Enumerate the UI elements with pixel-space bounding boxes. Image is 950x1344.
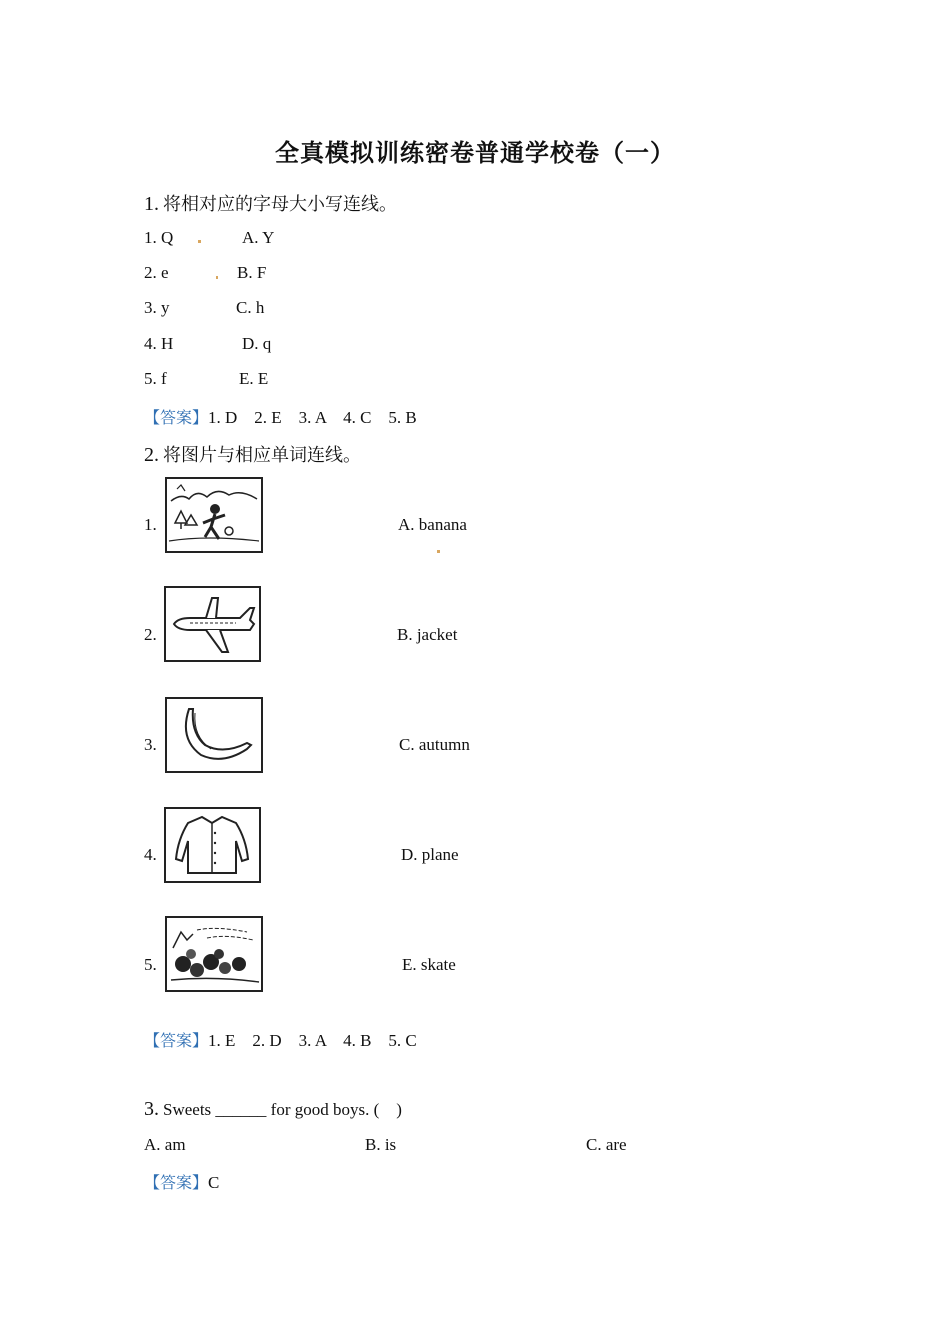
scan-speck bbox=[198, 240, 201, 243]
q1-left-item: 3. y bbox=[144, 298, 170, 317]
q2-right-item: E. skate bbox=[402, 955, 456, 974]
answer-tag: 【答案】 bbox=[144, 408, 209, 427]
q1-right-item: A. Y bbox=[242, 228, 275, 247]
answer-text: 1. D 2. E 3. A 4. C 5. B bbox=[208, 408, 417, 427]
answer-tag: 【答案】 bbox=[144, 1031, 209, 1050]
q1-left-item: 1. Q bbox=[144, 228, 174, 247]
q2-answer bbox=[144, 1028, 417, 1051]
answer-tag: 【答案】 bbox=[144, 1173, 209, 1192]
q3-option-b: B. is bbox=[365, 1135, 397, 1154]
q2-left-item: 4. bbox=[144, 845, 157, 864]
q3-option-c: C. are bbox=[586, 1135, 627, 1154]
q1-answer bbox=[144, 405, 417, 428]
autumn-picture bbox=[165, 916, 263, 992]
q1-heading bbox=[144, 190, 397, 216]
q2-right-item: A. banana bbox=[398, 515, 467, 534]
q2-left-item: 5. bbox=[144, 955, 157, 974]
q3-answer bbox=[144, 1170, 219, 1193]
q3-option-a: A. am bbox=[144, 1135, 186, 1154]
q2-right-item: C. autumn bbox=[399, 735, 470, 754]
q1-right-item: B. F bbox=[237, 263, 267, 282]
q3-stem: Sweets ______ for good boys. ( ) bbox=[163, 1100, 402, 1119]
plane-picture bbox=[164, 586, 261, 662]
q2-left-item: 2. bbox=[144, 625, 157, 644]
q1-left-item: 2. e bbox=[144, 263, 169, 282]
q1-instruction: 将相对应的字母大小写连线。 bbox=[163, 194, 397, 214]
answer-text: 1. E 2. D 3. A 4. B 5. C bbox=[208, 1031, 417, 1050]
scan-speck bbox=[437, 550, 440, 553]
q2-right-item: D. plane bbox=[401, 845, 459, 864]
jacket-picture bbox=[164, 807, 261, 883]
q2-right-item: B. jacket bbox=[397, 625, 458, 644]
q1-right-item: E. E bbox=[239, 369, 269, 388]
banana-picture bbox=[165, 697, 263, 773]
page-title: 全真模拟训练密卷普通学校卷（一） bbox=[275, 138, 675, 167]
q2-heading bbox=[144, 441, 361, 467]
skate-picture bbox=[165, 477, 263, 553]
q3-number: 3. bbox=[144, 1098, 159, 1120]
q2-instruction: 将图片与相应单词连线。 bbox=[163, 445, 361, 465]
answer-text: C bbox=[208, 1173, 220, 1192]
q1-left-item: 4. H bbox=[144, 334, 174, 353]
q2-left-item: 1. bbox=[144, 515, 157, 534]
q1-right-item: D. q bbox=[242, 334, 272, 353]
q2-left-item: 3. bbox=[144, 735, 157, 754]
q1-right-item: C. h bbox=[236, 298, 265, 317]
q3-heading bbox=[144, 1098, 402, 1121]
q1-left-item: 5. f bbox=[144, 369, 167, 388]
scan-speck bbox=[216, 276, 218, 279]
q1-number: 1. bbox=[144, 193, 159, 215]
q2-number: 2. bbox=[144, 444, 159, 466]
